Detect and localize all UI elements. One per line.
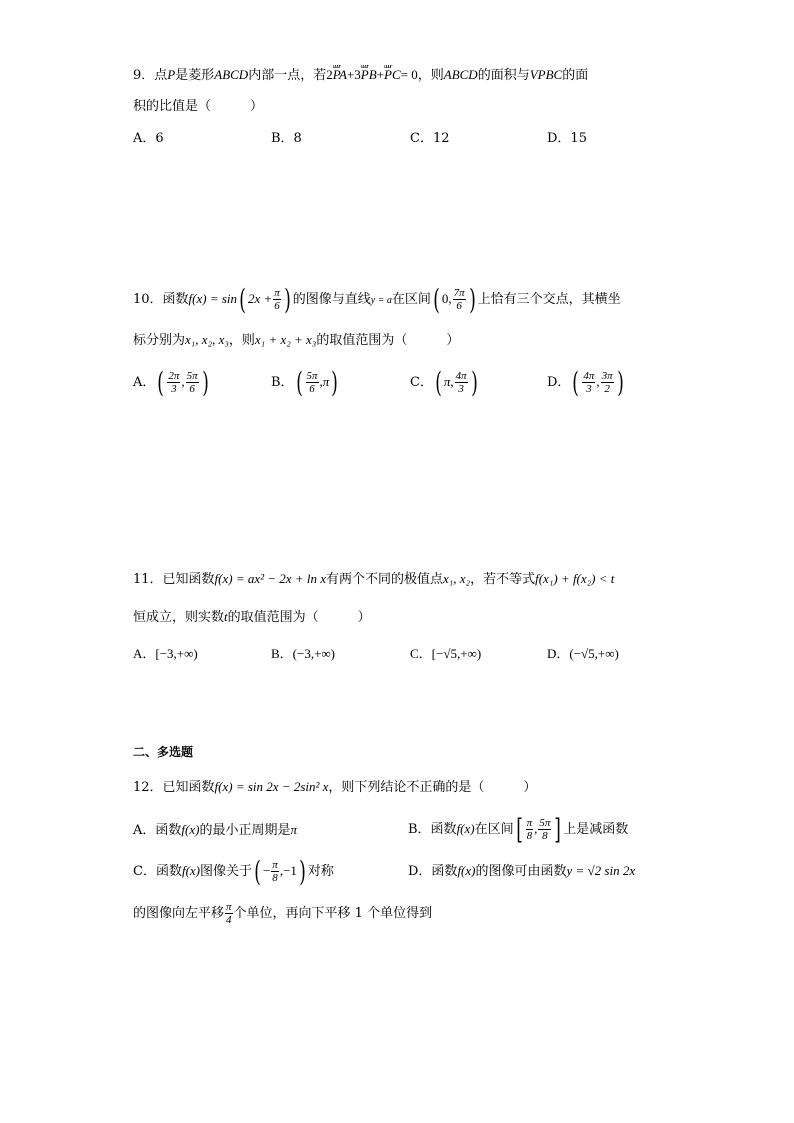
q9-option-a: A．6 bbox=[133, 131, 164, 146]
q10-option-c: C．( π, $\frac{4\pi}{3}$ ) bbox=[410, 365, 478, 399]
q10-option-d: D．( $\frac{4\pi}{3}$ , $\frac{3\pi}{2}$ ) bbox=[547, 365, 624, 399]
vector-pa: uuur PA bbox=[333, 66, 347, 84]
q12-option-a: A．函数f(x)的最小正周期是π bbox=[133, 822, 297, 838]
vector-pc: uuur PC bbox=[384, 66, 401, 84]
q9-option-b: B．8 bbox=[271, 131, 302, 146]
q9-line1: 9．点P是菱形ABCD内部一点，若2uuur PA+3uuur PB+uuur PC= 0，则ABCD的面积与VPBC的面 bbox=[133, 66, 588, 85]
q9-option-c: C．12 bbox=[410, 131, 450, 146]
vector-pb: uuur PB bbox=[361, 66, 377, 84]
q11-line1: 11．已知函数f(x) = ax² − 2x + ln x有两个不同的极值点x₁, x₂，若不等式f(x₁) + f(x₂) < t bbox=[133, 571, 615, 587]
q10-line1: 10．函数f(x) = sin( 2x + $\frac{\pi}{6}$ ) 的图像与直线y = a在区间( 0, $\frac{7\pi}{6}$ ) 上恰有三个交点，其横坐 bbox=[133, 282, 621, 316]
q10-option-a: A．( $\frac{2\pi}{3}$ , $\frac{5\pi}{6}$ ) bbox=[133, 365, 209, 399]
q12-option-d: D．函数f(x)的图像可由函数y = √2 sin 2x bbox=[408, 863, 636, 879]
q11-option-d: D．(−√5,+∞) bbox=[547, 646, 619, 661]
q10-option-b: B．( $\frac{5\pi}{6}$ ,π) bbox=[271, 365, 339, 399]
q11-option-b: B．(−3,+∞) bbox=[271, 646, 336, 661]
q10-line2: 标分别为x₁, x₂, x₃，则x₁ + x₂ + x₃的取值范围为（ ） bbox=[133, 332, 460, 348]
q9-option-d: D．15 bbox=[547, 131, 587, 146]
q12-option-c: C．函数f(x)图像关于( − $\frac{\pi}{8}$ ,−1) 对称 bbox=[133, 854, 334, 888]
q11-option-a: A．[−3,+∞) bbox=[133, 646, 198, 661]
section-heading: 二、多选题 bbox=[133, 745, 194, 759]
q12-stem: 12．已知函数f(x) = sin 2x − 2sin² x，则下列结论不正确的是（ ） bbox=[133, 779, 537, 795]
q11-line2: 恒成立，则实数t的取值范围为（ ） bbox=[133, 609, 371, 625]
q12-option-d-continued: 的图像向左平移 $\frac{\pi}{4}$ 个单位，再向下平移 1 个单位得到 bbox=[133, 901, 433, 926]
q11-option-c: C．[−√5,+∞) bbox=[410, 646, 482, 661]
q12-option-b: B．函数f(x)在区间[ $\frac{\pi}{8}$ , $\frac{5\pi}{8}$ ] 上是减函数 bbox=[408, 812, 629, 846]
q9-line2: 积的比值是（ ） bbox=[133, 99, 264, 114]
